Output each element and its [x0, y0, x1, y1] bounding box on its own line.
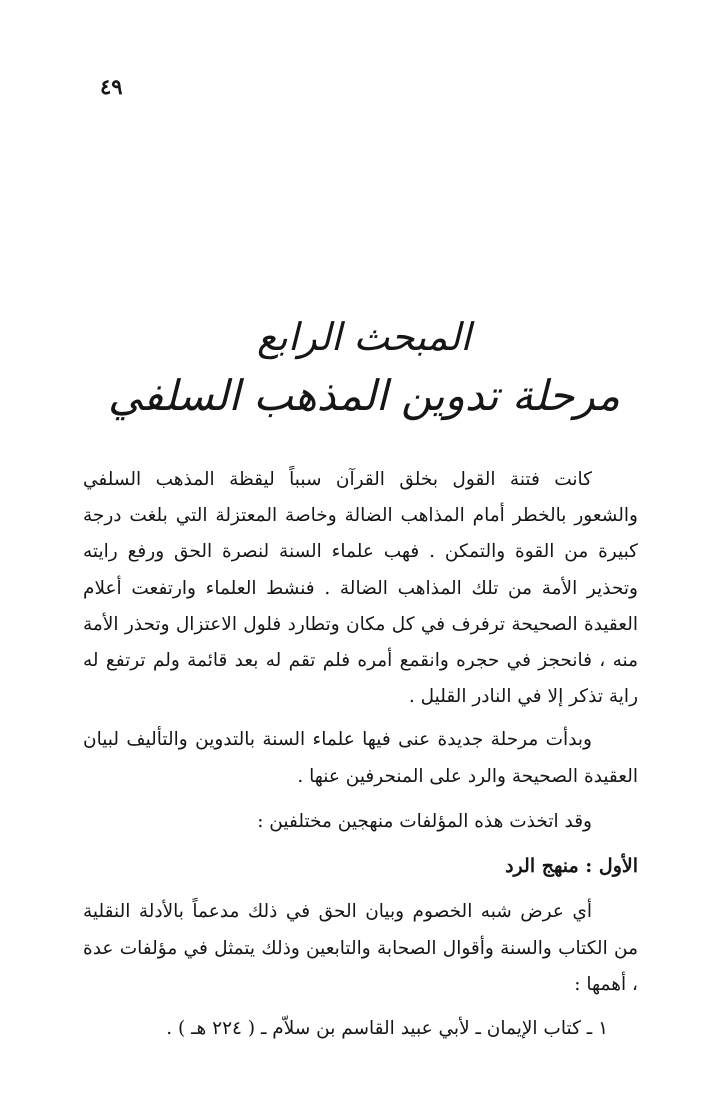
page-number: ٤٩ [100, 74, 123, 99]
paragraph-intro: كانت فتنة القول بخلق القرآن سبباً ليقظة المذهب السلفي والشعور بالخطر أمام المذاهب الضالة وخاصة المعتزلة التي بلغت درجة كبيرة من القوة والتمكن . فهب علماء السنة لنصرة الحق ورفع رايته وتحذير الأمة من تلك المذاهب الضالة . فنشط العلماء وارتفعت أعلام العقيدة الصحيحة ترفرف في كل مكان وتطارد فلول الاعتزال وتحذر الأمة منه ، فانحجز في حجره وانقمع أمره فلم تقم له بعد قائمة ولم ترتفع له راية تذكر إلا في النادر القليل . [83, 469, 638, 708]
section-label: المبحث الرابع [257, 315, 471, 359]
paragraph-new-stage: وبدأت مرحلة جديدة عنى فيها علماء السنة بالتدوين والتأليف لبيان العقيدة الصحيحة والرد على المنحرفين عنها . [83, 729, 638, 787]
section-title: مرحلة تدوين المذهب السلفي [107, 371, 621, 420]
subheading-first-method: الأول : منهج الرد [505, 855, 638, 877]
paragraph-two-methods: وقد اتخذت هذه المؤلفات منهجين مختلفين : [257, 811, 592, 832]
paragraph-rebuttal-method: أي عرض شبه الخصوم وبيان الحق في ذلك مدعماً بالأدلة النقلية من الكتاب والسنة وأقوال الصحابة والتابعين وذلك يتمثل في مؤلفات عدة ، أهمها : [83, 901, 638, 995]
list-item: ١ ـ كتاب الإيمان ـ لأبي عبيد القاسم بن سلاّم ـ ( ٢٢٤ هـ ) . [166, 1018, 608, 1039]
